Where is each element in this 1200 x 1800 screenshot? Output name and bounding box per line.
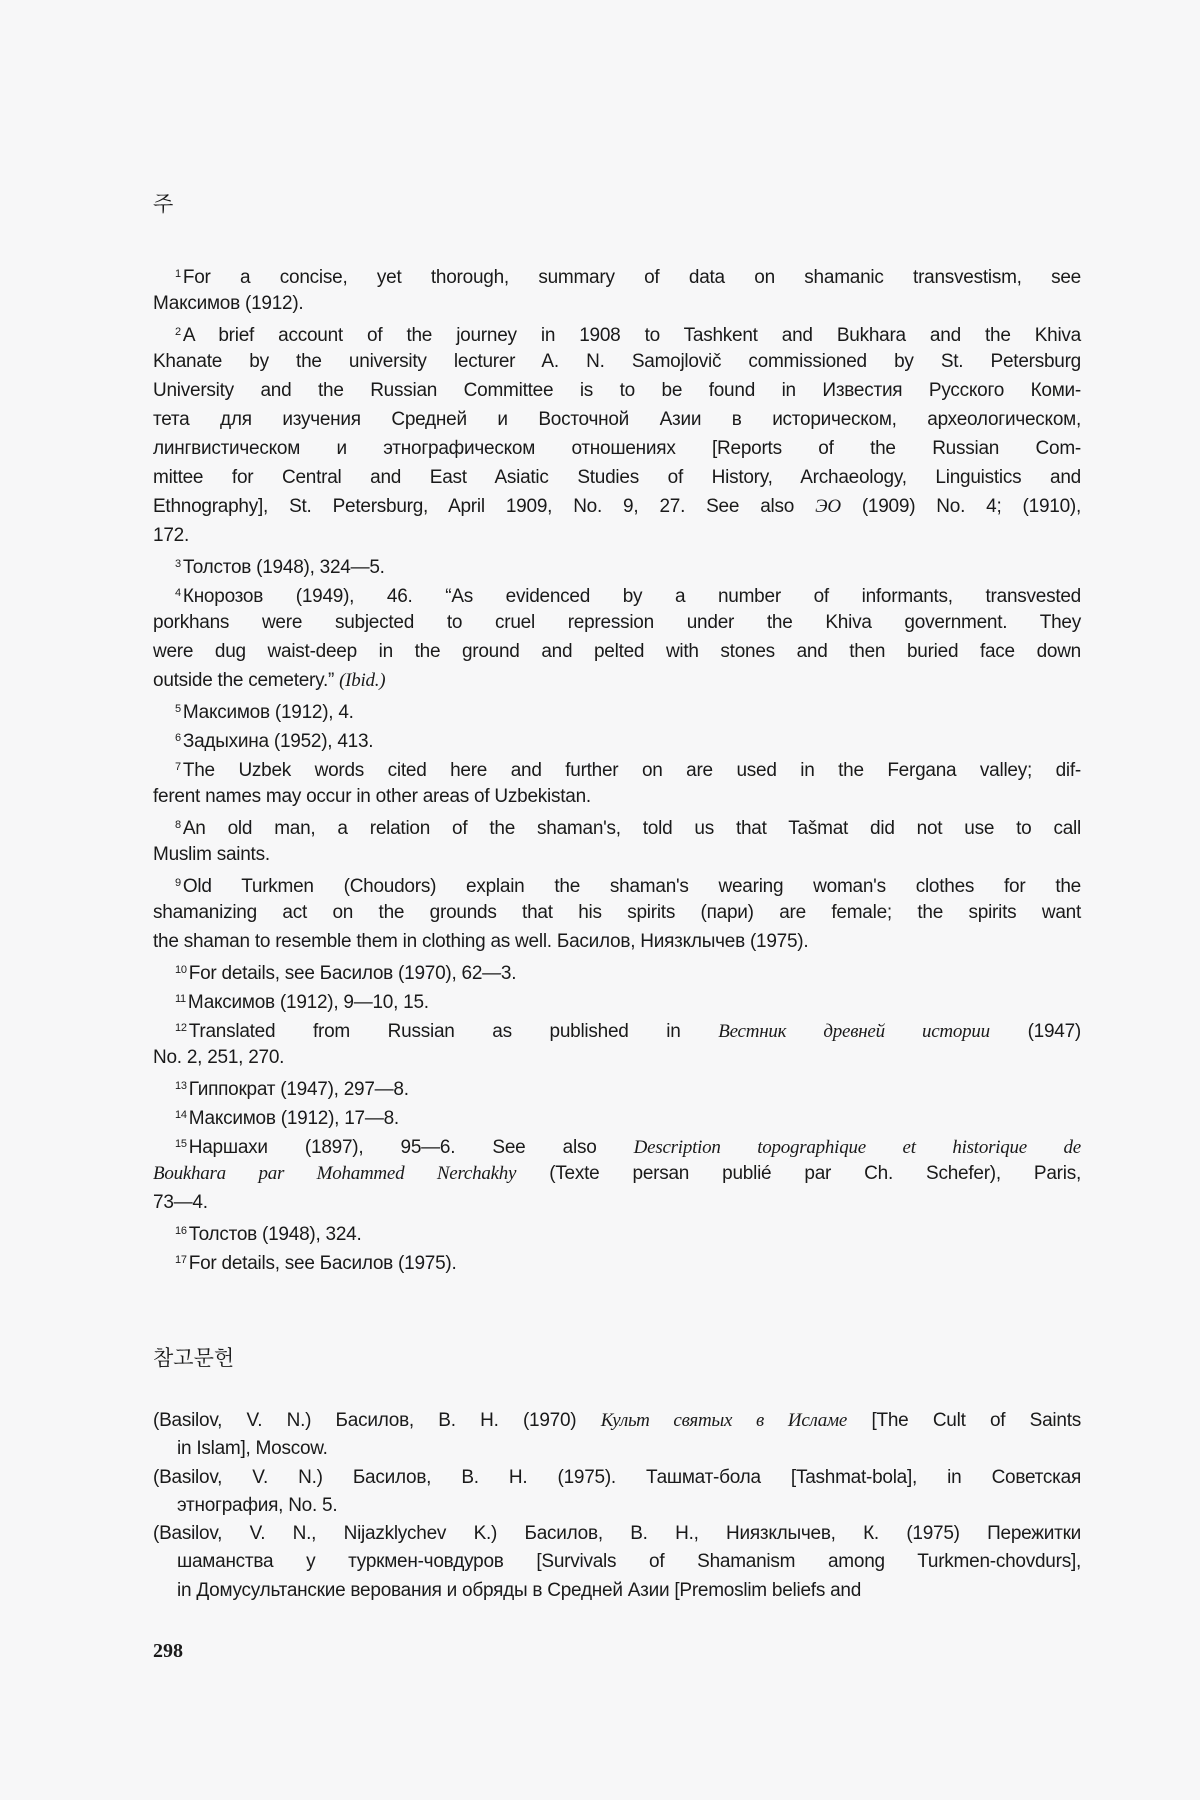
italic-title: (Ibid.) [339, 670, 386, 691]
footnote [153, 1101, 1081, 1130]
footnote-number: 10 [175, 964, 187, 976]
text-segment: outside the cemetery.” [153, 670, 340, 691]
text-line [153, 376, 1081, 405]
footnote-number: 5 [175, 703, 181, 715]
text-line [153, 405, 1081, 434]
footnote-number: 15 [175, 1138, 187, 1150]
footnote [153, 695, 1081, 724]
references-list [153, 1407, 1081, 1605]
text-line [153, 1101, 1081, 1130]
text-segment: A brief account of the journey in 1908 to Tashkent and Bukhara and the Khiva [182, 325, 1081, 346]
reference-entry [153, 1520, 1081, 1605]
text-line [153, 492, 1081, 521]
text-segment: [The Cult of Saints [847, 1410, 1081, 1431]
text-line [153, 956, 1081, 985]
footnote [153, 811, 1081, 869]
text-segment: in Домусультанские верования и обряды в Средней Азии [Premoslim beliefs and [177, 1579, 862, 1601]
footnote-number: 7 [175, 761, 181, 773]
footnote [153, 869, 1081, 956]
text-segment: The Uzbek words cited here and further on are used in the Fergana valley; dif- [182, 760, 1081, 781]
footnote-number: 11 [175, 993, 186, 1005]
reference-entry [153, 1407, 1081, 1464]
text-line [153, 898, 1081, 927]
text-line [153, 434, 1081, 463]
footnote-number: 4 [175, 587, 181, 599]
footnote-number: 17 [175, 1254, 187, 1266]
text-line [153, 1435, 1081, 1463]
italic-title: Вестник древней истории [718, 1021, 990, 1042]
text-line [153, 637, 1081, 666]
text-segment: Толстов (1948), 324—5. [182, 557, 385, 578]
text-segment: ferent names may occur in other areas of Uzbekistan. [153, 786, 591, 807]
text-line [153, 1188, 1081, 1217]
text-segment: No. 2, 251, 270. [153, 1047, 285, 1068]
text-segment: in Islam], Moscow. [177, 1438, 328, 1460]
text-line [153, 1217, 1081, 1246]
italic-title: Культ святых в Исламе [600, 1410, 848, 1431]
footnote [153, 985, 1081, 1014]
text-line [153, 550, 1081, 579]
footnote-number: 1 [175, 268, 181, 280]
text-segment: University and the Russian Committee is to be found in Известия Русского Коми- [153, 380, 1081, 401]
footnote [153, 724, 1081, 753]
text-segment: шаманства у туркмен-човдуров [Survivals of Shamanism among Turkmen-chovdurs], [177, 1551, 1081, 1573]
text-segment: (Basilov, V. N.) Басилов, В. Н. (1975). Ташмат-бола [Tashmat-bola], in Советская [153, 1466, 1081, 1488]
text-segment: Translated from Russian as published in [188, 1021, 719, 1042]
text-line [153, 608, 1081, 637]
footnote [153, 260, 1081, 318]
text-segment: Muslim saints. [153, 844, 270, 865]
text-line [153, 521, 1081, 550]
footnote-number: 8 [175, 819, 181, 831]
footnote [153, 1014, 1081, 1072]
text-segment: Максимов (1912), 4. [182, 702, 354, 723]
text-line [153, 260, 1081, 289]
text-line [153, 1548, 1081, 1576]
footnote [153, 1217, 1081, 1246]
text-segment: For a concise, yet thorough, summary of data on shamanic transvestism, see [182, 267, 1081, 288]
text-segment: mittee for Central and East Asiatic Studies of History, Archaeology, Linguistics and [153, 467, 1081, 488]
footnote-number: 6 [175, 732, 181, 744]
footnote [153, 1130, 1081, 1217]
text-segment: (1947) [989, 1021, 1081, 1042]
text-line [153, 840, 1081, 869]
text-line [153, 1072, 1081, 1101]
footnote [153, 579, 1081, 695]
text-segment: тета для изучения Средней и Восточной Азии в историческом, археологическом, [153, 409, 1081, 430]
text-line [153, 927, 1081, 956]
text-line [153, 1246, 1081, 1275]
text-segment: (1909) No. 4; (1910), [840, 496, 1081, 517]
text-line [153, 318, 1081, 347]
text-segment: were dug waist-deep in the ground and pelted with stones and then buried face down [153, 641, 1081, 662]
text-segment: porkhans were subjected to cruel repression under the Khiva government. They [153, 612, 1081, 633]
text-line [153, 869, 1081, 898]
text-segment: Максимов (1912), 9—10, 15. [187, 992, 429, 1013]
text-segment: An old man, a relation of the shaman's, told us that Tašmat did not use to call [182, 818, 1081, 839]
notes-heading: 주 [153, 192, 174, 216]
text-segment: (Basilov, V. N.) Басилов, В. Н. (1970) [153, 1410, 601, 1431]
footnotes-list [153, 260, 1081, 1275]
text-line [153, 289, 1081, 318]
text-segment: 172. [153, 525, 189, 546]
text-segment: Толстов (1948), 324. [188, 1224, 362, 1245]
text-segment: (Texte persan publié par Ch. Schefer), Paris, [516, 1163, 1081, 1184]
text-line [153, 1159, 1081, 1188]
text-line [153, 463, 1081, 492]
text-segment: (Basilov, V. N., Nijazklychev K.) Басилов, В. Н., Ниязклычев, К. (1975) Пережитки [153, 1523, 1081, 1545]
text-line [153, 811, 1081, 840]
text-segment: этнография, No. 5. [177, 1494, 338, 1516]
footnote-number: 14 [175, 1109, 187, 1121]
footnote-number: 16 [175, 1225, 187, 1237]
text-segment: Old Turkmen (Choudors) explain the shaman's wearing woman's clothes for the [182, 876, 1081, 897]
footnote-number: 3 [175, 558, 181, 570]
footnote [153, 1246, 1081, 1275]
footnote-number: 2 [175, 326, 181, 338]
footnote [153, 753, 1081, 811]
text-line [153, 1407, 1081, 1435]
text-line [153, 1464, 1081, 1492]
text-line [153, 347, 1081, 376]
reference-entry [153, 1464, 1081, 1521]
text-segment: the shaman to resemble them in clothing as well. Басилов, Ниязклычев (1975). [153, 931, 809, 952]
text-segment: For details, see Басилов (1970), 62—3. [188, 963, 517, 984]
text-segment: Гиппократ (1947), 297—8. [188, 1079, 409, 1100]
text-line [153, 985, 1081, 1014]
italic-title: ЭО [815, 496, 841, 517]
text-line [153, 579, 1081, 608]
footnote [153, 1072, 1081, 1101]
text-line [153, 1130, 1081, 1159]
italic-title: Description topographique et historique de [633, 1137, 1081, 1158]
footnote-number: 12 [175, 1022, 187, 1034]
text-segment: Khanate by the university lecturer A. N. Samojlovič commissioned by St. Petersburg [153, 351, 1081, 372]
text-segment: shamanizing act on the grounds that his spirits (пари) are female; the spirits want [153, 902, 1081, 923]
text-segment: For details, see Басилов (1975). [188, 1253, 457, 1274]
references-heading: 참고문헌 [153, 1346, 235, 1370]
italic-title: Boukhara par Mohammed Nerchakhy [153, 1163, 517, 1184]
footnote-number: 13 [175, 1080, 187, 1092]
footnote-number: 9 [175, 877, 181, 889]
footnote [153, 956, 1081, 985]
text-line [153, 1577, 1081, 1605]
text-line [153, 782, 1081, 811]
text-line [153, 1492, 1081, 1520]
text-line [153, 753, 1081, 782]
text-line [153, 1014, 1081, 1043]
text-line [153, 666, 1081, 695]
text-segment: Кнорозов (1949), 46. “As evidenced by a number of informants, transvested [182, 586, 1081, 607]
text-segment: Максимов (1912). [153, 293, 304, 314]
footnote [153, 550, 1081, 579]
text-line [153, 1043, 1081, 1072]
text-segment: Наршахи (1897), 95—6. See also [188, 1137, 634, 1158]
page-number: 298 [153, 1640, 183, 1662]
text-segment: Ethnography], St. Petersburg, April 1909, No. 9, 27. See also [153, 496, 816, 517]
text-segment: Максимов (1912), 17—8. [188, 1108, 399, 1129]
footnote [153, 318, 1081, 550]
text-line [153, 724, 1081, 753]
text-segment: Задыхина (1952), 413. [182, 731, 374, 752]
text-segment: 73—4. [153, 1192, 208, 1213]
text-line [153, 1520, 1081, 1548]
text-line [153, 695, 1081, 724]
text-segment: лингвистическом и этнографическом отношениях [Reports of the Russian Com- [153, 438, 1081, 459]
